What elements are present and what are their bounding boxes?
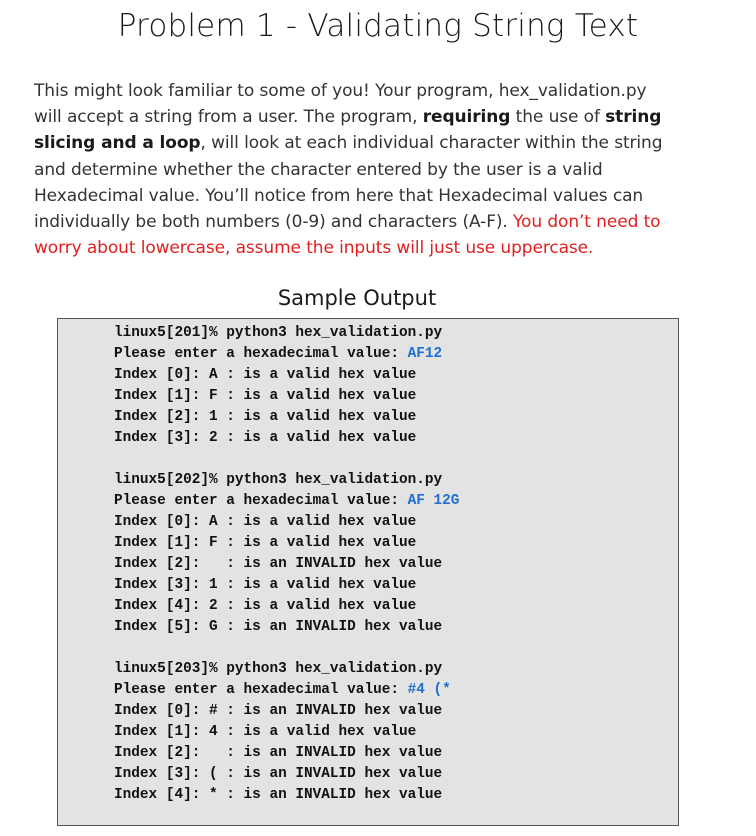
result-line: Index [2]: 1 : is a valid hex value	[114, 409, 417, 425]
prompt-line	[114, 491, 459, 512]
terminal-run-2	[114, 470, 459, 638]
result-line: Index [3]: 1 : is a valid hex value	[114, 577, 417, 593]
instructions-text-3: , will look at each individual character within the string and determine whether the character entered by the user is a valid Hexadecimal value. You’ll notice from here that Hexadecimal values can individually be both numbers (0-9) and characters (A-F).	[34, 133, 663, 233]
instructions-paragraph	[34, 78, 674, 261]
result-line: Index [1]: 4 : is a valid hex value	[114, 724, 417, 740]
command-line: linux5[201]% python3 hex_validation.py	[114, 325, 443, 341]
result-line: Index [4]: * : is an INVALID hex value	[114, 787, 443, 803]
instructions-text-1: This might look familiar to some of you! Your program, hex_validation.py will accept a string from a user. The program,	[34, 81, 647, 128]
prompt-text: Please enter a hexadecimal value:	[114, 346, 408, 362]
sample-output-heading: Sample Output	[277, 286, 437, 310]
instructions-bold-requiring: requiring	[422, 107, 511, 128]
sample-output-terminal	[57, 318, 679, 826]
result-line: Index [4]: 2 : is a valid hex value	[114, 598, 417, 614]
result-line: Index [0]: A : is a valid hex value	[114, 514, 417, 530]
result-line: Index [3]: 2 : is a valid hex value	[114, 430, 417, 446]
user-input: #4 (*	[407, 682, 451, 698]
result-line: Index [2]: : is an INVALID hex value	[114, 745, 443, 761]
prompt-text: Please enter a hexadecimal value:	[114, 493, 408, 509]
command-line: linux5[202]% python3 hex_validation.py	[114, 472, 443, 488]
result-line: Index [0]: A : is a valid hex value	[114, 367, 417, 383]
prompt-line	[114, 680, 451, 701]
prompt-line	[114, 344, 442, 365]
result-line: Index [3]: ( : is an INVALID hex value	[114, 766, 443, 782]
user-input: AF12	[407, 346, 443, 362]
page-title: Problem 1 - Validating String Text	[117, 8, 639, 44]
result-line: Index [1]: F : is a valid hex value	[114, 388, 417, 404]
prompt-text: Please enter a hexadecimal value:	[114, 682, 408, 698]
result-line: Index [2]: : is an INVALID hex value	[114, 556, 443, 572]
result-line: Index [1]: F : is a valid hex value	[114, 535, 417, 551]
terminal-run-1	[114, 323, 442, 449]
uppercase-note: You don’t need to worry about lowercase, assume the inputs will just use uppercase.	[34, 212, 661, 259]
result-line: Index [0]: # : is an INVALID hex value	[114, 703, 443, 719]
terminal-run-3	[114, 659, 451, 806]
result-line: Index [5]: G : is an INVALID hex value	[114, 619, 443, 635]
user-input: AF 12G	[407, 493, 460, 509]
instructions-text-2: the use of	[510, 107, 606, 128]
instructions-bold-slicing: string slicing and a loop	[34, 107, 662, 154]
command-line: linux5[203]% python3 hex_validation.py	[114, 661, 443, 677]
